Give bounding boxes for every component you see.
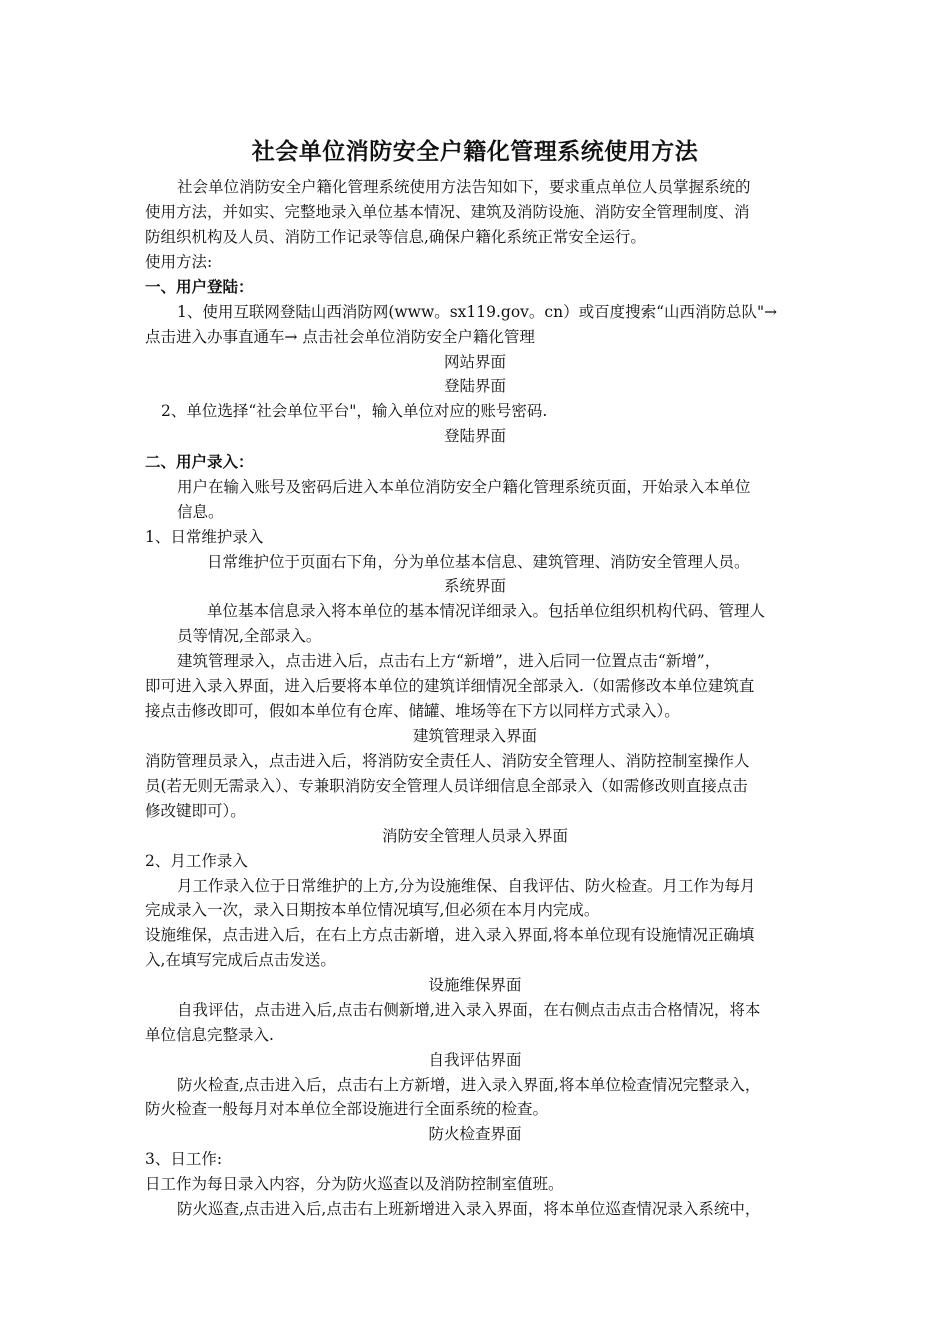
text-line: 设施维保，点击进入后，在右上方点击新增，进入录入界面,将本单位现有设施情况正确填: [145, 926, 755, 944]
text-line: 自我评估，点击进入后,点击右侧新增,进入录入界面，在右侧点击点击合格情况，将本: [177, 1001, 761, 1019]
text-line: 建筑管理录入，点击进入后，点击右上方“新增”，进入后同一位置点击“新增”，: [177, 652, 721, 670]
figure-caption: 设施维保界面: [428, 976, 522, 994]
text-line: 员(若无则无需录入）、专兼职消防安全管理人员详细信息全部录入（如需修改则直接点击: [145, 777, 748, 795]
subsection-heading: 1、日常维护录入: [145, 528, 264, 546]
text-line: 防火检查,点击进入后，点击右上方新增，进入录入界面,将本单位检查情况完整录入，: [177, 1076, 761, 1094]
text-line: 2、单位选择“社会单位平台"，输入单位对应的账号密码.: [161, 402, 548, 420]
text-line: 月工作录入位于日常维护的上方,分为设施维保、自我评估、防火检查。月工作为每月: [177, 877, 756, 895]
text-line: 消防管理员录入，点击进入后，将消防安全责任人、消防安全管理人、消防控制室操作人: [145, 752, 750, 770]
text-line: 防组织机构及人员、消防工作记录等信息,确保户籍化系统正常安全运行。: [145, 228, 646, 246]
figure-caption: 网站界面: [443, 353, 506, 371]
subsection-heading: 2、月工作录入: [145, 852, 248, 870]
text-line: 防火巡查,点击进入后,点击右上班新增进入录入界面，将本单位巡查情况录入系统中，: [177, 1200, 761, 1218]
text-line: 社会单位消防安全户籍化管理系统使用方法告知如下，要求重点单位人员掌握系统的: [177, 178, 751, 196]
figure-caption: 消防安全管理人员录入界面: [381, 827, 568, 845]
text-line: 单位信息完整录入.: [145, 1026, 274, 1044]
text-line: 日工作为每日录入内容，分为防火巡查以及消防控制室值班。: [145, 1175, 564, 1193]
text-line: 单位基本信息录入将本单位的基本情况详细录入。包括单位组织机构代码、管理人: [207, 602, 766, 620]
text-line: 用户在输入账号及密码后进入本单位消防安全户籍化管理系统页面，开始录入本单位: [177, 478, 751, 496]
figure-caption: 登陆界面: [443, 377, 506, 395]
text-line: 防火检查一般每月对本单位全部设施进行全面系统的检查。: [145, 1100, 549, 1118]
text-line: 信息。: [177, 503, 224, 521]
text-line: 即可进入录入界面，进入后要将本单位的建筑详细情况全部录入.（如需修改本单位建筑直: [145, 677, 755, 695]
figure-caption: 建筑管理录入界面: [412, 727, 537, 745]
text-line: 使用方法:: [145, 253, 213, 271]
section-heading: 二、用户录入：: [145, 453, 254, 471]
text-line: 1、使用互联网登陆山西消防网(www。sx119.gov。cn）或百度搜索“山西消防总队"→: [177, 303, 778, 321]
text-line: 日常维护位于页面右下角，分为单位基本信息、建筑管理、消防安全管理人员。: [207, 553, 750, 571]
subsection-heading: 3、日工作:: [145, 1150, 223, 1168]
text-line: 使用方法，并如实、完整地录入单位基本情况、建筑及消防设施、消防安全管理制度、消: [145, 203, 750, 221]
text-line: 接点击修改即可，假如本单位有仓库、储罐、堆场等在下方以同样方式录入）。: [145, 702, 680, 720]
text-line: 修改键即可）。: [145, 802, 246, 820]
text-line: 员等情况,全部录入。: [177, 627, 322, 645]
section-heading: 一、用户登陆：: [145, 278, 254, 296]
text-line: 点击进入办事直通车→ 点击社会单位消防安全户籍化管理: [145, 328, 535, 346]
figure-caption: 系统界面: [443, 577, 506, 595]
text-line: 入,在填写完成后点击发送。: [145, 951, 336, 969]
text-line: 完成录入一次，录入日期按本单位情况填写,但必须在本月内完成。: [145, 901, 600, 919]
document-title: 社会单位消防安全户籍化管理系统使用方法: [251, 139, 699, 165]
figure-caption: 自我评估界面: [428, 1051, 522, 1069]
figure-caption: 防火检查界面: [428, 1125, 522, 1143]
figure-caption: 登陆界面: [443, 427, 506, 445]
